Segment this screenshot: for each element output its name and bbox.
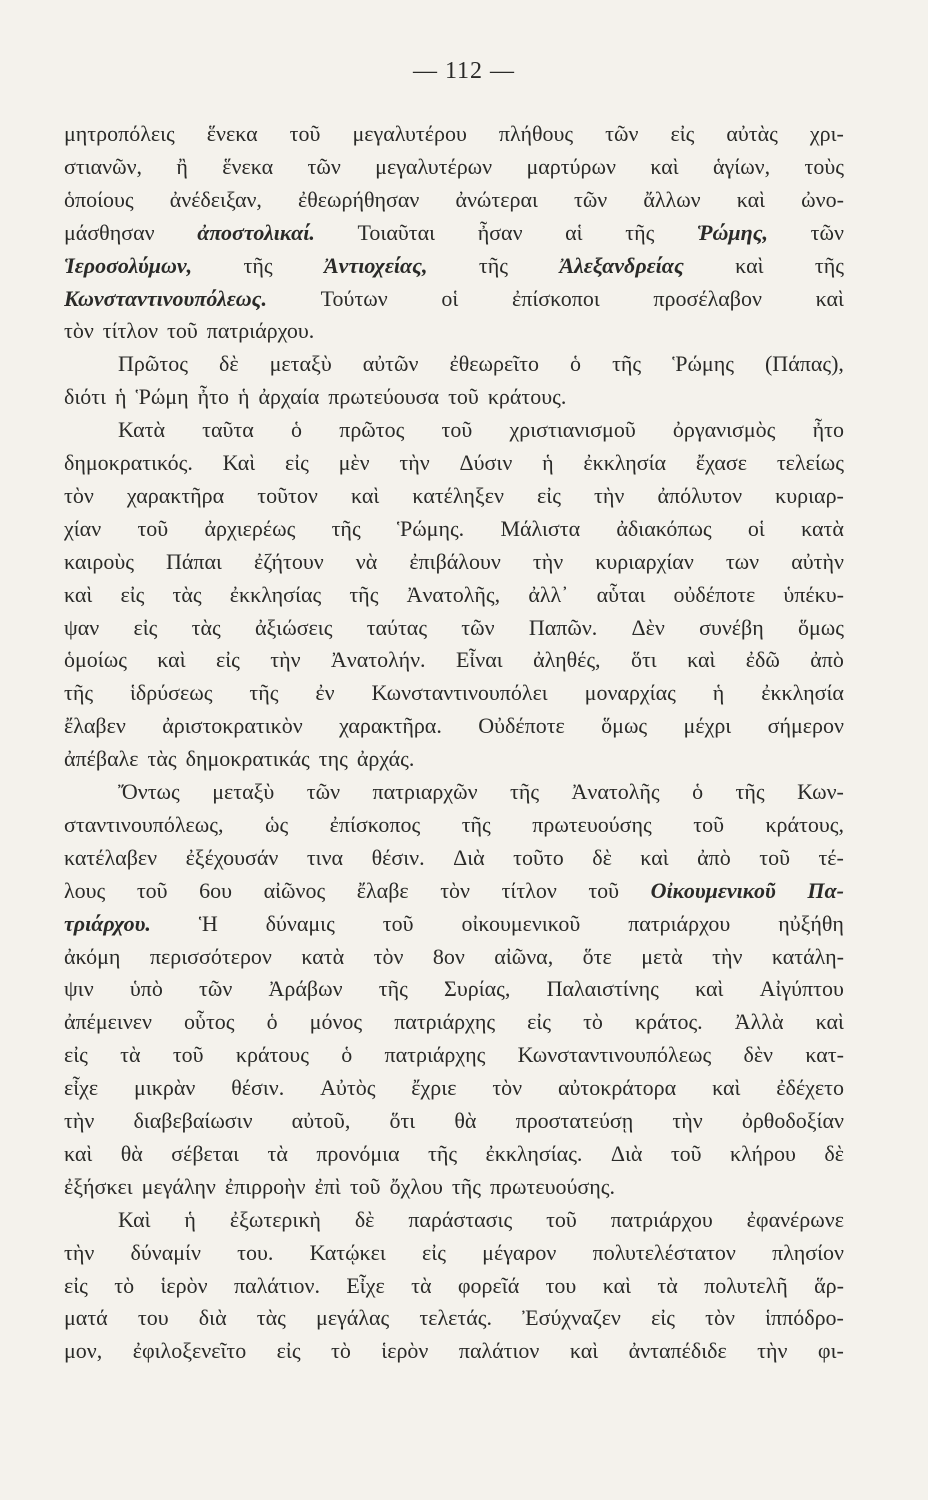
text-line: εἶχε μικρὰν θέσιν. Αὐτὸς ἔχριε τὸν αὐτοκράτορα καὶ ἐδέχετο — [64, 1075, 844, 1101]
text-line: δημοκρατικός. Καὶ εἰς μὲν τὴν Δύσιν ἡ ἐκκλησία ἔχασε τελείως — [64, 450, 844, 475]
text-line: μάσθησαν ἀποστολικαί. Τοιαῦται ἦσαν αἱ τῆς Ῥώμης, τῶν — [64, 219, 844, 245]
text-line: διότι ἡ Ῥώμη ἦτο ἡ ἀρχαία πρωτεύουσα τοῦ κράτους. — [64, 384, 567, 410]
text-line: ὁποίους ἀνέδειξαν, ἐθεωρήθησαν ἀνώτεραι τῶν ἄλλων καὶ ὠνο- — [64, 186, 844, 212]
text-line: ἀπέμεινεν οὗτος ὁ μόνος πατριάρχης εἰς τὸ κράτος. Ἀλλὰ καὶ — [64, 1009, 844, 1035]
text-line: ἀπέβαλε τὰς δημοκρατικάς της ἀρχάς. — [64, 746, 415, 772]
text-line: ὁμοίως καὶ εἰς τὴν Ἀνατολήν. Εἶναι ἀληθές, ὅτι καὶ ἐδῶ ἀπὸ — [64, 647, 844, 673]
text-line: στιανῶν, ἢ ἕνεκα τῶν μεγαλυτέρων μαρτύρων καὶ ἁγίων, τοὺς — [64, 153, 844, 179]
text-line: καὶ θὰ σέβεται τὰ προνόμια τῆς ἐκκλησίας. Διὰ τοῦ κλήρου δὲ — [64, 1140, 844, 1166]
text-line: λους τοῦ 6ου αἰῶνος ἔλαβε τὸν τίτλον τοῦ Οἰκουμενικοῦ Πα- — [64, 877, 844, 903]
text-line: τὸν τίτλον τοῦ πατριάρχου. — [64, 318, 315, 344]
text-line: τὴν διαβεβαίωσιν αὐτοῦ, ὅτι θὰ προστατεύσῃ τὴν ὀρθοδοξίαν — [64, 1108, 844, 1133]
text-line: Καὶ ἡ ἐξωτερικὴ δὲ παράστασις τοῦ πατριάρχου ἐφανέρωνε — [118, 1206, 844, 1232]
text-line: Ὄντως μεταξὺ τῶν πατριαρχῶν τῆς Ἀνατολῆς ὁ τῆς Κων- — [118, 779, 844, 804]
text-line: καιροὺς Πάπαι ἐζήτουν νὰ ἐπιβάλουν τὴν κυριαρχίαν των αὐτὴν — [64, 548, 844, 574]
text-line: Ἱεροσολύμων, τῆς Ἀντιοχείας, τῆς Ἀλεξανδρείας καὶ τῆς — [64, 252, 844, 278]
text-line: μον, ἐφιλοξενεῖτο εἰς τὸ ἱερὸν παλάτιον καὶ ἀνταπέδιδε τὴν φι- — [64, 1338, 844, 1364]
text-line: μητροπόλεις ἕνεκα τοῦ μεγαλυτέρου πλήθους τῶν εἰς αὐτὰς χρι- — [64, 121, 844, 146]
text-line: τῆς ἱδρύσεως τῆς ἐν Κωνσταντινουπόλει μοναρχίας ἡ ἐκκλησία — [64, 680, 844, 706]
text-line: εἰς τὰ τοῦ κράτους ὁ πατριάρχης Κωνσταντινουπόλεως δὲν κατ- — [64, 1042, 844, 1068]
page-number: — 112 — — [412, 58, 516, 84]
text-line: ἐξήσκει μεγάλην ἐπιρροὴν ἐπὶ τοῦ ὄχλου τῆς πρωτευούσης. — [64, 1173, 615, 1199]
text-line: σταντινουπόλεως, ὡς ἐπίσκοπος τῆς πρωτευούσης τοῦ κράτους, — [64, 811, 844, 837]
text-line: Κατὰ ταῦτα ὁ πρῶτος τοῦ χριστιανισμοῦ ὀργανισμὸς ἦτο — [118, 417, 844, 443]
text-line: ἔλαβεν ἀριστοκρατικὸν χαρακτῆρα. Οὐδέποτε ὅμως μέχρι σήμερον — [64, 713, 844, 739]
text-line: Πρῶτος δὲ μεταξὺ αὐτῶν ἐθεωρεῖτο ὁ τῆς Ῥώμης (Πάπας), — [118, 351, 844, 377]
text-line: ματά του διὰ τὰς μεγάλας τελετάς. Ἐσύχναζεν εἰς τὸν ἱππόδρο- — [64, 1305, 844, 1331]
text-line: ἀκόμη περισσότερον κατὰ τὸν 8ον αἰῶνα, ὅτε μετὰ τὴν κατάλη- — [64, 943, 844, 969]
text-line: τὸν χαρακτῆρα τοῦτον καὶ κατέληξεν εἰς τὴν ἀπόλυτον κυριαρ- — [64, 482, 844, 508]
text-line: τὴν δύναμίν του. Κατῴκει εἰς μέγαρον πολυτελέστατον πλησίον — [64, 1239, 844, 1265]
text-line: εἰς τὸ ἱερὸν παλάτιον. Εἶχε τὰ φορεῖά του καὶ τὰ πολυτελῆ ἅρ- — [64, 1272, 844, 1298]
text-line: χίαν τοῦ ἀρχιερέως τῆς Ῥώμης. Μάλιστα ἀδιακόπως οἱ κατὰ — [64, 515, 844, 541]
text-line: ψιν ὑπὸ τῶν Ἀράβων τῆς Συρίας, Παλαιστίνης καὶ Αἰγύπτου — [64, 976, 844, 1002]
text-line: καὶ εἰς τὰς ἐκκλησίας τῆς Ἀνατολῆς, ἀλλ᾽ αὗται οὐδέποτε ὑπέκυ- — [64, 581, 844, 607]
text-line: κατέλαβεν ἐξέχουσάν τινα θέσιν. Διὰ τοῦτο δὲ καὶ ἀπὸ τοῦ τέ- — [64, 844, 844, 870]
text-line: Κωνσταντινουπόλεως. Τούτων οἱ ἐπίσκοποι προσέλαβον καὶ — [64, 285, 844, 311]
text-line: τριάρχου. Ἡ δύναμις τοῦ οἰκουμενικοῦ πατριάρχου ηὐξήθη — [64, 910, 844, 936]
text-line: ψαν εἰς τὰς ἀξιώσεις ταύτας τῶν Παπῶν. Δὲν συνέβη ὅμως — [64, 614, 844, 640]
